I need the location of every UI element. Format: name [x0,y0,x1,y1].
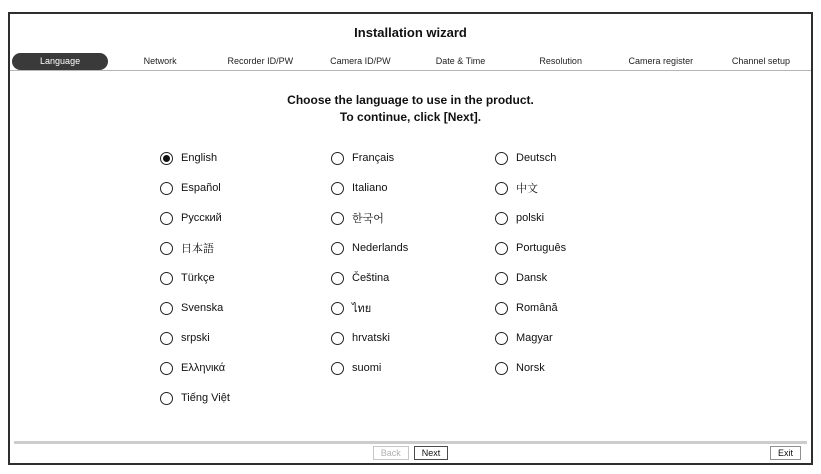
tab-channel-setup[interactable] [711,53,811,70]
language-label: hrvatski [352,332,390,344]
language-option[interactable] [495,323,566,353]
back-button[interactable]: Back [373,446,409,460]
instructions [10,92,811,126]
radio-icon [160,242,173,255]
language-column-1 [160,143,230,413]
language-option[interactable] [160,143,230,173]
tab-resolution[interactable] [511,53,611,70]
language-option[interactable] [160,263,230,293]
language-option[interactable] [160,173,230,203]
language-column-3 [495,143,566,383]
tab-network[interactable] [110,53,210,70]
language-option[interactable] [495,233,566,263]
exit-button[interactable]: Exit [770,446,801,460]
language-option[interactable] [495,143,566,173]
tab-label: Channel setup [731,56,790,66]
language-label: Nederlands [352,242,409,254]
language-option[interactable] [160,233,230,263]
language-label: Română [516,302,558,314]
radio-icon [495,212,508,225]
radio-icon [331,152,344,165]
footer-separator [14,441,807,444]
radio-icon [495,362,508,375]
language-option[interactable] [331,143,408,173]
language-option[interactable] [331,173,408,203]
radio-icon [160,332,173,345]
tab-camera-id-pw[interactable] [310,53,410,70]
language-option[interactable] [331,353,408,383]
tab-date-time[interactable] [411,53,511,70]
tab-label: Recorder ID/PW [227,56,294,66]
language-label: Italiano [352,182,388,194]
language-option[interactable] [331,233,408,263]
radio-icon [331,242,344,255]
language-label: Español [181,182,221,194]
language-label: English [181,152,218,164]
language-label: ไทย [352,303,372,315]
language-label: polski [516,212,545,224]
language-label: Português [516,242,567,254]
tab-label: Date & Time [435,56,486,66]
tab-bar [10,52,811,71]
language-label: Français [352,152,395,164]
language-label: Русский [181,212,222,224]
radio-icon [495,242,508,255]
tab-label: Resolution [539,56,582,66]
language-label: 中文 [516,183,538,195]
language-label: Deutsch [516,152,557,164]
radio-icon [331,272,344,285]
instruction-line-1: Choose the language to use in the product. [287,93,534,107]
radio-icon [495,302,508,315]
language-label: Čeština [352,272,390,284]
tab-label: Language [12,53,108,70]
language-label: Magyar [516,332,553,344]
language-option[interactable] [331,203,408,233]
tab-label: Camera ID/PW [330,56,391,66]
language-option[interactable] [495,293,566,323]
language-label: Türkçe [181,272,215,284]
tab-recorder-id-pw[interactable] [210,53,310,70]
tab-label: Network [143,56,177,66]
language-label: Svenska [181,302,224,314]
language-option[interactable] [160,293,230,323]
language-option[interactable] [495,263,566,293]
radio-icon [331,362,344,375]
tab-language[interactable] [10,53,110,70]
radio-icon [331,302,344,315]
language-label: Dansk [516,272,548,284]
language-option[interactable] [160,353,230,383]
language-label: 日本語 [181,243,214,255]
language-option[interactable] [495,353,566,383]
language-option[interactable] [331,323,408,353]
language-label: Tiếng Việt [181,392,230,404]
instruction-line-2: To continue, click [Next]. [339,110,482,124]
radio-icon [160,302,173,315]
radio-icon [160,392,173,405]
next-button[interactable]: Next [414,446,449,460]
radio-icon [495,182,508,195]
tab-label: Camera register [628,56,694,66]
language-option[interactable] [160,203,230,233]
radio-icon [495,272,508,285]
radio-icon [160,272,173,285]
language-label: 한국어 [352,213,384,225]
tab-camera-register[interactable] [611,53,711,70]
language-label: Ελληνικά [181,362,226,374]
radio-icon [331,332,344,345]
language-label: srpski [181,332,210,344]
radio-icon [160,182,173,195]
radio-icon [160,212,173,225]
footer-buttons [10,446,811,460]
language-option[interactable] [495,173,566,203]
radio-icon [331,182,344,195]
radio-icon [331,212,344,225]
language-label: Norsk [516,362,545,374]
language-option[interactable] [160,323,230,353]
radio-selected-icon [160,152,173,165]
language-column-2 [331,143,408,383]
language-option[interactable] [331,293,408,323]
radio-icon [160,362,173,375]
radio-icon [495,332,508,345]
installation-wizard-dialog [8,12,813,465]
language-option[interactable] [160,383,230,413]
radio-icon [495,152,508,165]
language-option[interactable] [331,263,408,293]
language-label: suomi [352,362,382,374]
language-option[interactable] [495,203,566,233]
page-title: Installation wizard [354,25,467,40]
